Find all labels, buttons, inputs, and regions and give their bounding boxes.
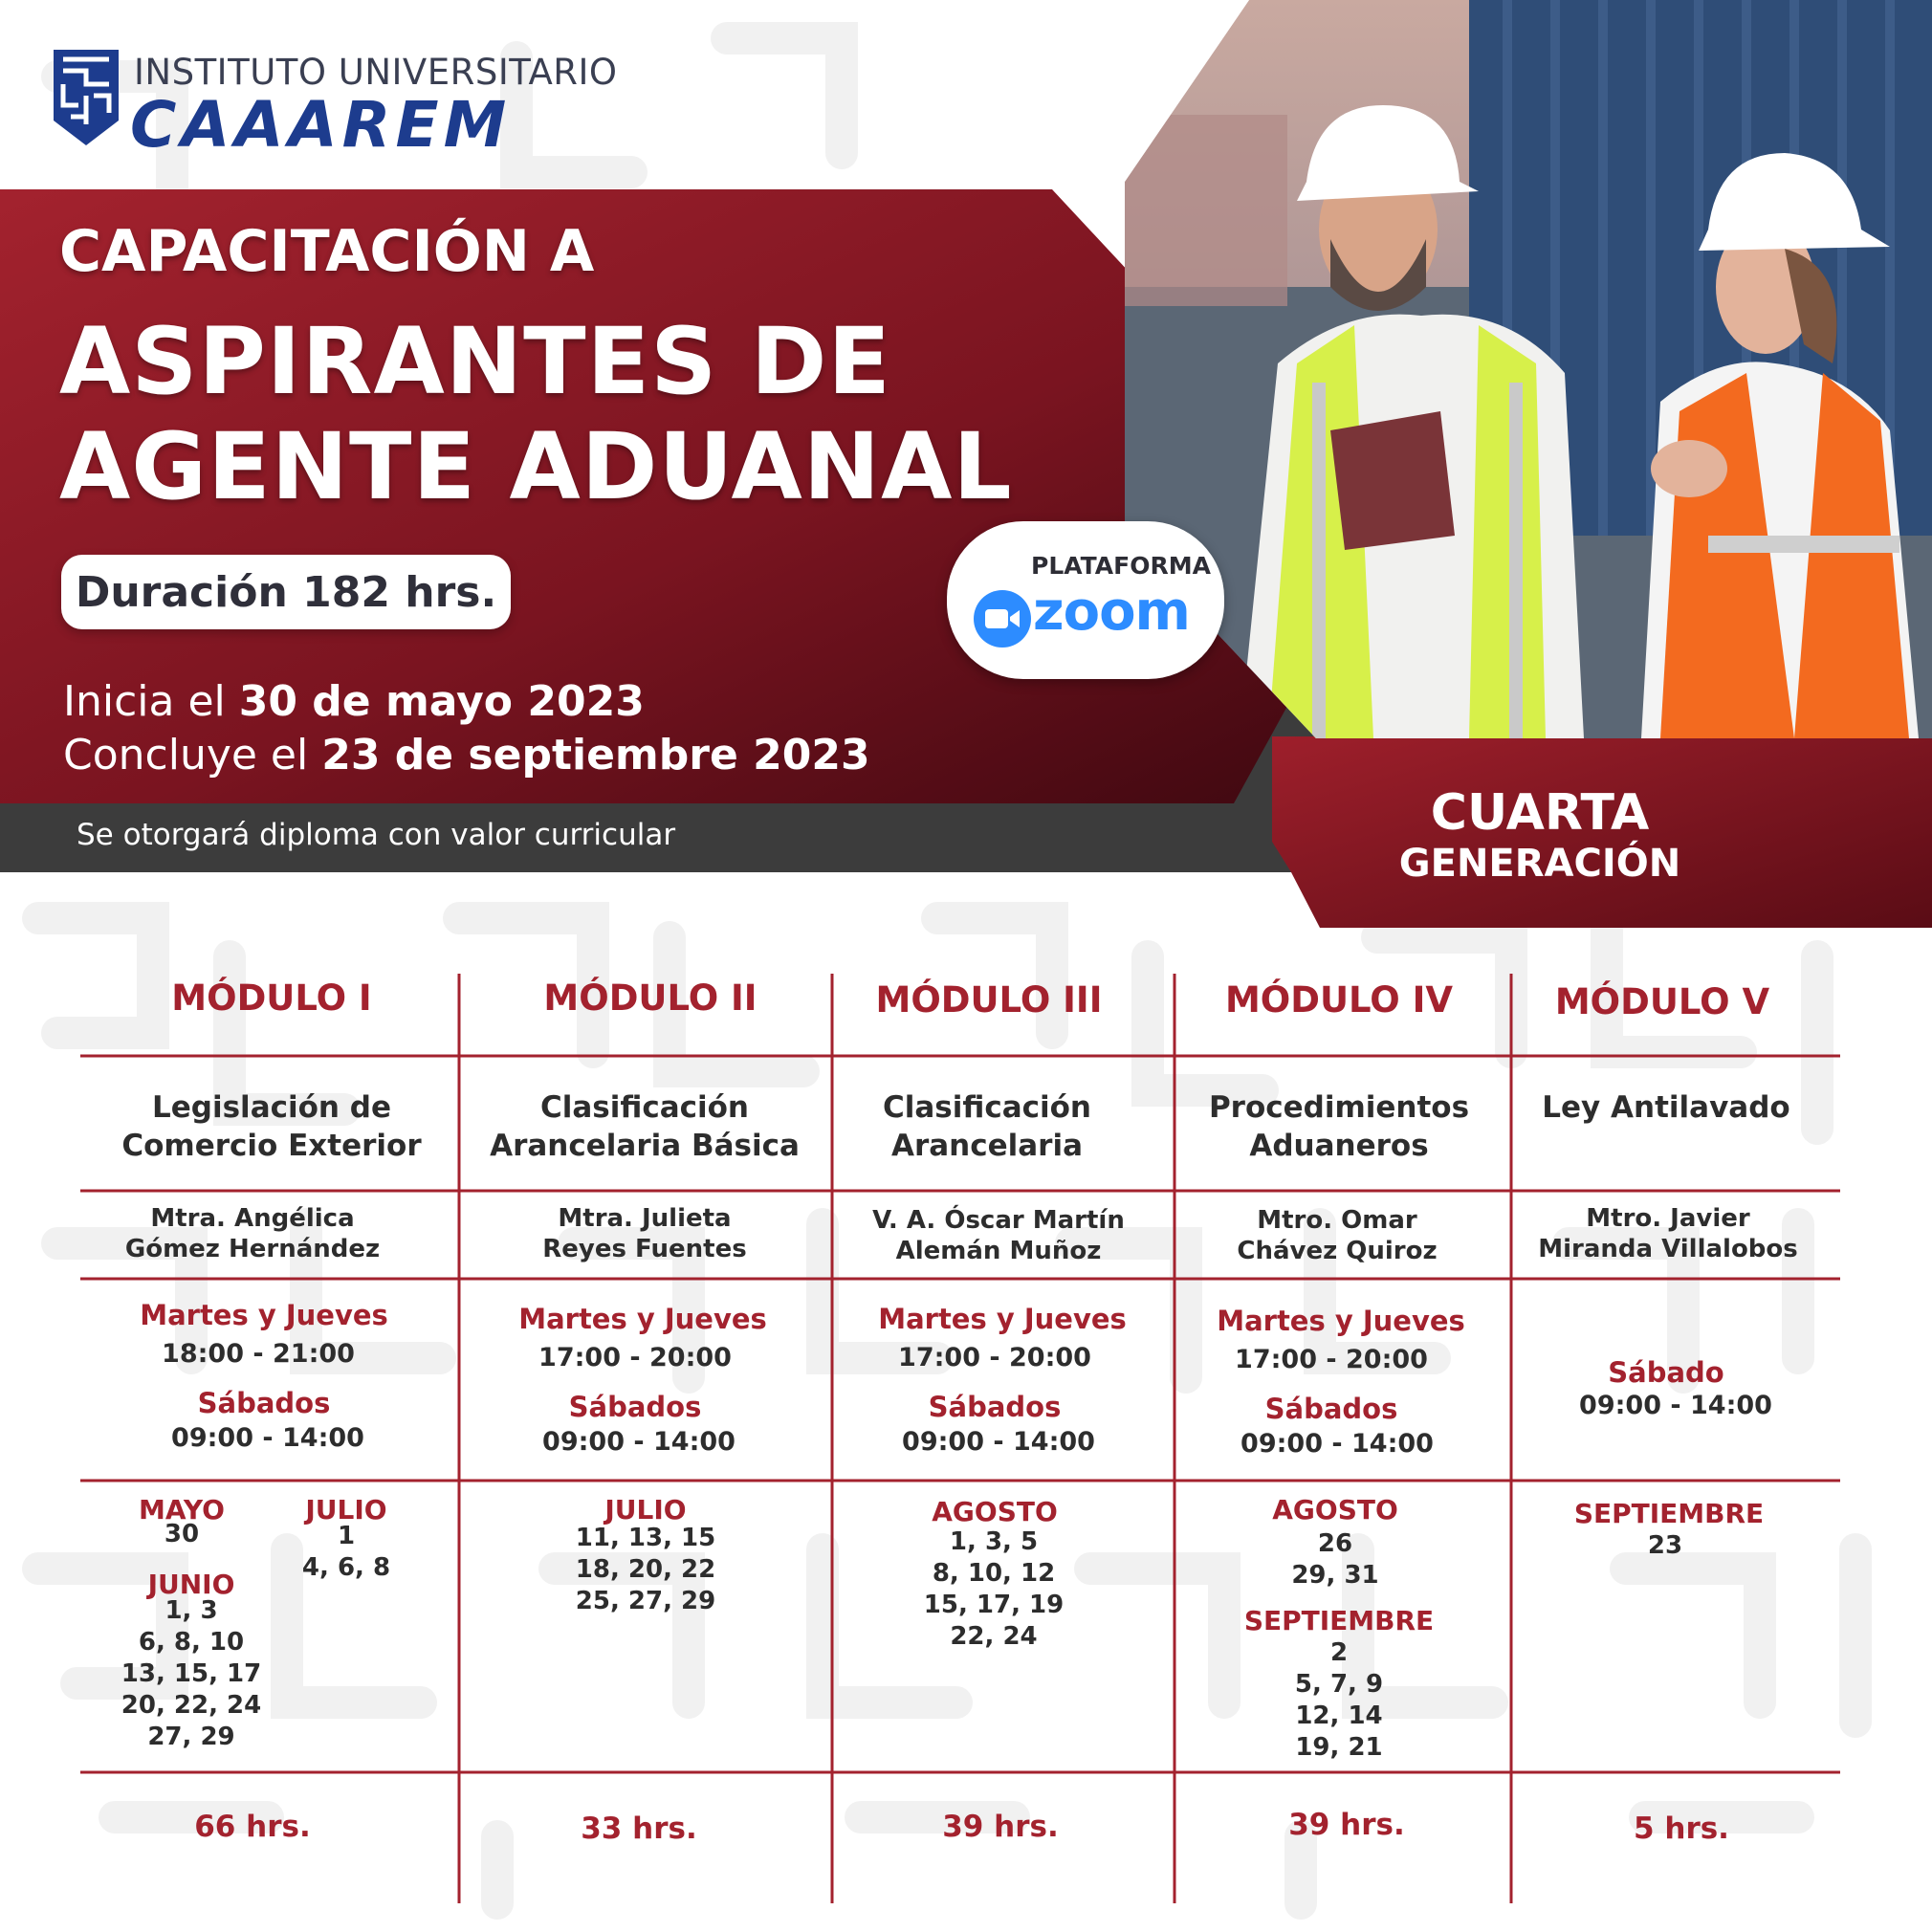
module-1-teacher [80, 1203, 425, 1264]
module-4-hours: 39 hrs. [1288, 1808, 1405, 1842]
module-2-subject-line: Arancelaria Básica [490, 1129, 800, 1163]
module-4-september-days-line: 5, 7, 9 [1294, 1670, 1384, 1699]
module-1-july-days-line: 1 [337, 1522, 356, 1550]
module-1-june-days-line: 20, 22, 24 [121, 1691, 262, 1720]
module-3-august-days-line: 15, 17, 19 [923, 1591, 1065, 1619]
module-3-title: MÓDULO III [875, 979, 1103, 1021]
module-3-hours: 39 hrs. [942, 1810, 1059, 1844]
module-3-august-days-line: 22, 24 [950, 1622, 1038, 1651]
platform-name: zoom [1033, 581, 1190, 643]
module-3-subject-line: Arancelaria [890, 1129, 1084, 1163]
module-4-weekday: Martes y Jueves [1217, 1305, 1465, 1337]
module-4-august-days-line: 29, 31 [1291, 1561, 1379, 1590]
module-3-teacher-line: V. A. Óscar Martín [872, 1206, 1125, 1235]
module-2-july-days-line: 11, 13, 15 [575, 1524, 716, 1552]
module-1-weekday-time: 18:00 - 21:00 [162, 1339, 355, 1369]
module-1-june-days-line: 27, 29 [147, 1723, 235, 1751]
module-2-july-days [555, 1523, 736, 1617]
generation-label: GENERACIÓN [1398, 842, 1681, 886]
title-line-2: AGENTE ADUANAL [59, 413, 1013, 520]
module-2-saturday: Sábados [568, 1391, 702, 1423]
end-date: 23 de septiembre 2023 [321, 731, 870, 779]
start-date: 30 de mayo 2023 [238, 677, 645, 726]
module-4-september-days [1259, 1637, 1419, 1764]
module-3-subject [815, 1088, 1159, 1165]
module-1-june-days-line: 6, 8, 10 [138, 1628, 245, 1657]
module-4-subject-line: Aduaneros [1249, 1129, 1429, 1163]
module-5-teacher-line: Miranda Villalobos [1538, 1235, 1798, 1263]
module-4-month-september: SEPTIEMBRE [1243, 1605, 1435, 1636]
module-5-september-days [1622, 1530, 1708, 1562]
module-4-subject-line: Procedimientos [1208, 1090, 1470, 1125]
module-2-teacher-line: Mtra. Julieta [558, 1204, 732, 1233]
module-3-august-days-line: 8, 10, 12 [932, 1559, 1056, 1588]
module-1-june-days-line: 13, 15, 17 [121, 1659, 262, 1688]
module-1-june-days [105, 1595, 277, 1753]
module-1-saturday: Sábados [197, 1387, 331, 1419]
module-2-saturday-time: 09:00 - 14:00 [542, 1427, 735, 1457]
module-1-july-days-line: 4, 6, 8 [301, 1553, 391, 1582]
module-4-september-days-line: 2 [1329, 1638, 1349, 1667]
module-2-title: MÓDULO II [543, 977, 757, 1019]
generation-number: CUARTA [1430, 784, 1650, 842]
module-1-title: MÓDULO I [171, 977, 372, 1019]
module-5-teacher-line: Mtro. Javier [1586, 1204, 1750, 1233]
module-3-subject-line: Clasificación [882, 1090, 1091, 1125]
module-5-september-days-line: 23 [1647, 1531, 1683, 1560]
module-4-september-days-line: 12, 14 [1295, 1701, 1383, 1730]
module-4-saturday-time: 09:00 - 14:00 [1240, 1429, 1434, 1459]
module-4-august-days [1259, 1528, 1412, 1592]
module-1-teacher-line: Mtra. Angélica [150, 1204, 355, 1233]
module-3-teacher [826, 1205, 1171, 1266]
module-4-month-august: AGOSTO [1272, 1494, 1398, 1526]
module-2-july-days-line: 18, 20, 22 [575, 1555, 716, 1584]
module-2-teacher [472, 1203, 817, 1264]
module-1-subject-line: Legislación de [152, 1090, 391, 1125]
module-3-teacher-line: Alemán Muñoz [895, 1237, 1102, 1265]
module-2-teacher-line: Reyes Fuentes [542, 1235, 747, 1263]
module-5-subject-line: Ley Antilavado [1542, 1090, 1790, 1125]
title-line-1: ASPIRANTES DE [59, 308, 891, 415]
module-3-saturday: Sábados [928, 1391, 1062, 1423]
start-prefix: Inicia el [63, 677, 239, 726]
module-3-august-days [903, 1526, 1085, 1653]
end-prefix: Concluye el [63, 731, 322, 779]
title-prefix: CAPACITACIÓN A [59, 218, 595, 285]
module-2-weekday: Martes y Jueves [518, 1303, 767, 1335]
module-1-hours: 66 hrs. [194, 1810, 311, 1844]
module-1-month-july: JULIO [305, 1494, 387, 1526]
module-4-september-days-line: 19, 21 [1295, 1733, 1383, 1762]
module-2-july-days-line: 25, 27, 29 [575, 1587, 716, 1615]
module-3-august-days-line: 1, 3, 5 [949, 1527, 1039, 1556]
module-5-teacher [1496, 1203, 1840, 1264]
duration-text: Duración 182 hrs. [75, 567, 497, 617]
module-5-title: MÓDULO V [1554, 981, 1770, 1022]
module-4-saturday: Sábados [1264, 1393, 1398, 1425]
module-2-subject-line: Clasificación [539, 1090, 749, 1125]
module-3-weekday-time: 17:00 - 20:00 [898, 1343, 1091, 1372]
module-1-may-days: 30 [164, 1520, 200, 1548]
module-3-saturday-time: 09:00 - 14:00 [902, 1427, 1095, 1457]
module-3-month-august: AGOSTO [932, 1496, 1058, 1527]
module-1-month-may: MAYO [139, 1494, 225, 1526]
logo-brand-text: CAAAREM [130, 88, 512, 162]
module-4-august-days-line: 26 [1317, 1529, 1353, 1558]
diploma-note: Se otorgará diploma con valor curricular [77, 818, 676, 852]
module-1-subject [99, 1088, 444, 1165]
logo-institute-text: INSTITUTO UNIVERSITARIO [134, 52, 618, 93]
module-1-teacher-line: Gómez Hernández [124, 1235, 381, 1263]
module-1-june-days-line: 1, 3 [165, 1596, 218, 1625]
module-1-month-june: JUNIO [147, 1569, 235, 1600]
module-4-teacher-line: Chávez Quiroz [1237, 1237, 1438, 1265]
module-5-saturday: Sábado [1608, 1356, 1724, 1389]
module-5-hours: 5 hrs. [1634, 1811, 1729, 1846]
module-4-teacher [1165, 1205, 1509, 1266]
module-2-month-july: JULIO [604, 1494, 687, 1526]
platform-label: PLATAFORMA [1031, 552, 1211, 580]
module-1-subject-line: Comercio Exterior [121, 1129, 422, 1163]
module-1-weekday: Martes y Jueves [140, 1299, 388, 1331]
module-4-title: MÓDULO IV [1224, 979, 1454, 1021]
module-5-month-september: SEPTIEMBRE [1573, 1498, 1765, 1529]
module-5-saturday-time: 09:00 - 14:00 [1579, 1391, 1772, 1420]
module-5-subject [1494, 1088, 1838, 1127]
module-4-teacher-line: Mtro. Omar [1257, 1206, 1417, 1235]
module-2-weekday-time: 17:00 - 20:00 [538, 1343, 732, 1372]
module-3-weekday: Martes y Jueves [878, 1303, 1127, 1335]
module-2-hours: 33 hrs. [581, 1811, 697, 1846]
module-4-subject [1167, 1088, 1511, 1165]
module-1-july-days [289, 1521, 404, 1584]
module-2-subject [472, 1088, 817, 1165]
module-1-saturday-time: 09:00 - 14:00 [171, 1423, 364, 1453]
module-4-weekday-time: 17:00 - 20:00 [1235, 1345, 1428, 1374]
